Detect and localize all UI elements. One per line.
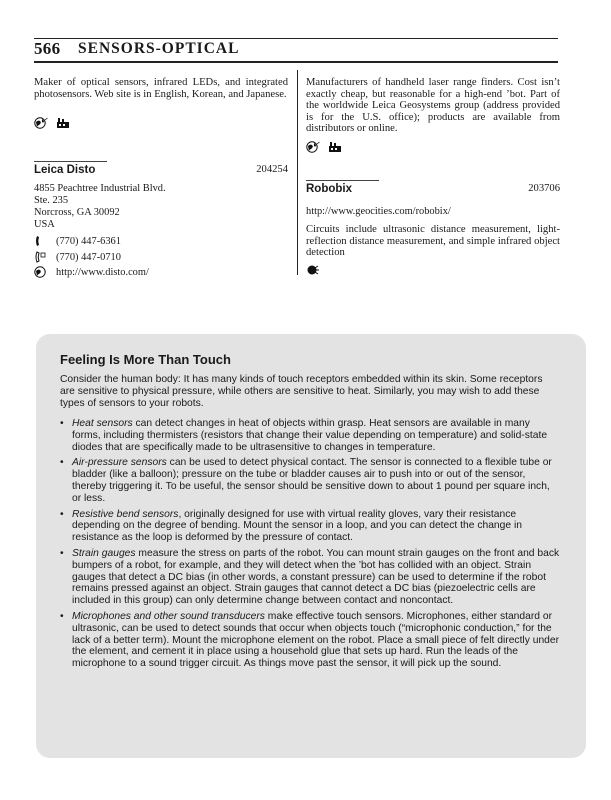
address-line: 4855 Peachtree Industrial Blvd. bbox=[34, 183, 166, 194]
phone-row bbox=[34, 235, 121, 247]
list-item-term: Strain gauges bbox=[72, 547, 136, 559]
entry-rule bbox=[34, 161, 107, 162]
left-icon-row bbox=[34, 117, 70, 129]
address-line: USA bbox=[34, 219, 55, 230]
list-item bbox=[60, 457, 560, 504]
list-item-term: Heat sensors bbox=[72, 418, 133, 429]
globe-icon bbox=[34, 117, 48, 129]
list-item-text: measure the stress on parts of the robot. You can mount strain gauges on the front and back bumpers of a robot, for example, and they will detect when the ’bot has collided with an object. Strain gauges that detect a DC bias (in other words, a constant pressure) can be used to determine if the robot remains pressed against an object. Strain gauges that cannot detect a DC bias (piezoelectric cells are included in this group) can only determine change between contact and noncontact. bbox=[72, 547, 560, 607]
bullet-icon: • bbox=[60, 418, 64, 429]
globe-icon bbox=[34, 266, 48, 278]
entry-name: Robobix bbox=[306, 183, 352, 195]
hobby-icon bbox=[306, 264, 320, 276]
entry-code: 203706 bbox=[528, 183, 560, 194]
section-title: SENSORS-OPTICAL bbox=[78, 40, 240, 57]
phone-number: (770) 447-6361 bbox=[56, 235, 121, 247]
entry-code: 204254 bbox=[256, 164, 288, 175]
address-line: Norcross, GA 30092 bbox=[34, 207, 120, 218]
bullet-icon: • bbox=[60, 457, 64, 469]
entry-description: Circuits include ultrasonic distance measurement, light-reflection distance measurement, and simple infrared object detection bbox=[306, 224, 560, 259]
list-item-term: Resistive bend sensors bbox=[72, 508, 179, 520]
factory-icon bbox=[328, 141, 342, 153]
fax-icon bbox=[34, 251, 48, 263]
list-item-text: , originally designed for use with virtual reality gloves, vary their resistance depending on the degree of bending. Mount the sensor in a loop, and you can detect the change in resistance as the loop is deformed by the pressure of contact. bbox=[72, 508, 522, 544]
url-row bbox=[34, 266, 149, 278]
address-block bbox=[34, 183, 166, 231]
right-icon-row bbox=[306, 141, 342, 153]
list-item-text: make effective touch sensors. Microphones, either standard or ultrasonic, can be used to detect sounds that occur when objects touch (“microphonic conduction,” for the lack of a better term). Mount the microphone element on the robot. Place a small piece of felt directly under the element, and cement it in place using a household glue that sets up hard. Run the leads of the microphone to a sound trigger circuit. As things move past the sensor, it will pick up the sound. bbox=[72, 610, 560, 670]
fax-number: (770) 447-0710 bbox=[56, 251, 121, 263]
description-icon-row bbox=[306, 264, 320, 276]
globe-icon bbox=[306, 141, 320, 153]
list-item bbox=[60, 418, 560, 453]
page-number: 566 bbox=[34, 39, 61, 58]
entry-name: Leica Disto bbox=[34, 164, 96, 176]
fax-row bbox=[34, 251, 121, 263]
bullet-icon: • bbox=[60, 547, 64, 559]
sidebar-title: Feeling Is More Than Touch bbox=[60, 352, 231, 367]
website-link[interactable]: http://www.geocities.com/robobix/ bbox=[306, 206, 451, 217]
sidebar-intro: Consider the human body: It has many kinds of touch receptors embedded within its skin. Some receptors are sensitive to physical pressure, while others are sensitive to heat. Similarly, you may wish to add these types of sensors to your robots. bbox=[60, 374, 543, 409]
list-item bbox=[60, 509, 560, 544]
website-link[interactable]: http://www.disto.com/ bbox=[56, 266, 149, 278]
sidebar-box bbox=[36, 334, 586, 758]
bullet-icon: • bbox=[60, 508, 64, 520]
page-header bbox=[34, 38, 558, 63]
entry-rule bbox=[306, 180, 379, 181]
list-item bbox=[60, 548, 560, 607]
sidebar-list bbox=[60, 418, 560, 674]
right-intro-text: Manufacturers of handheld laser range finders. Cost isn’t exactly cheap, but reasonable for a high-end ’bot. Part of the worldwide Leica Geosystems group (address provided is for the U.S. office); products are available from distributors or online. bbox=[306, 77, 560, 135]
bullet-icon: • bbox=[60, 610, 64, 622]
column-divider bbox=[297, 70, 298, 275]
address-line: Ste. 235 bbox=[34, 195, 69, 206]
left-intro-text: Maker of optical sensors, infrared LEDs, and integrated photosensors. Web site is in English, Korean, and Japanese. bbox=[34, 77, 288, 100]
list-item-term: Microphones and other sound transducers bbox=[72, 610, 265, 622]
factory-icon bbox=[56, 117, 70, 129]
phone-icon bbox=[34, 235, 48, 247]
list-item-text: can detect changes in heat of objects within grasp. Heat sensors are available in many forms, including thermisters (resistors that change their value depending on temperature) and solid-state diodes that are specifically made to be ultrasensitive to changes in temperature. bbox=[72, 418, 548, 453]
list-item-term: Air-pressure sensors bbox=[72, 457, 167, 469]
list-item-text: can be used to detect physical contact. The sensor is connected to a flexible tube or bladder (like a balloon); pressure on the tube or bladder causes air to push into or out of the sensor, thereby triggering it. To be useful, the sensor should be sensitive down to about 1 pound per square inch, or less. bbox=[72, 457, 552, 504]
list-item bbox=[60, 611, 560, 670]
